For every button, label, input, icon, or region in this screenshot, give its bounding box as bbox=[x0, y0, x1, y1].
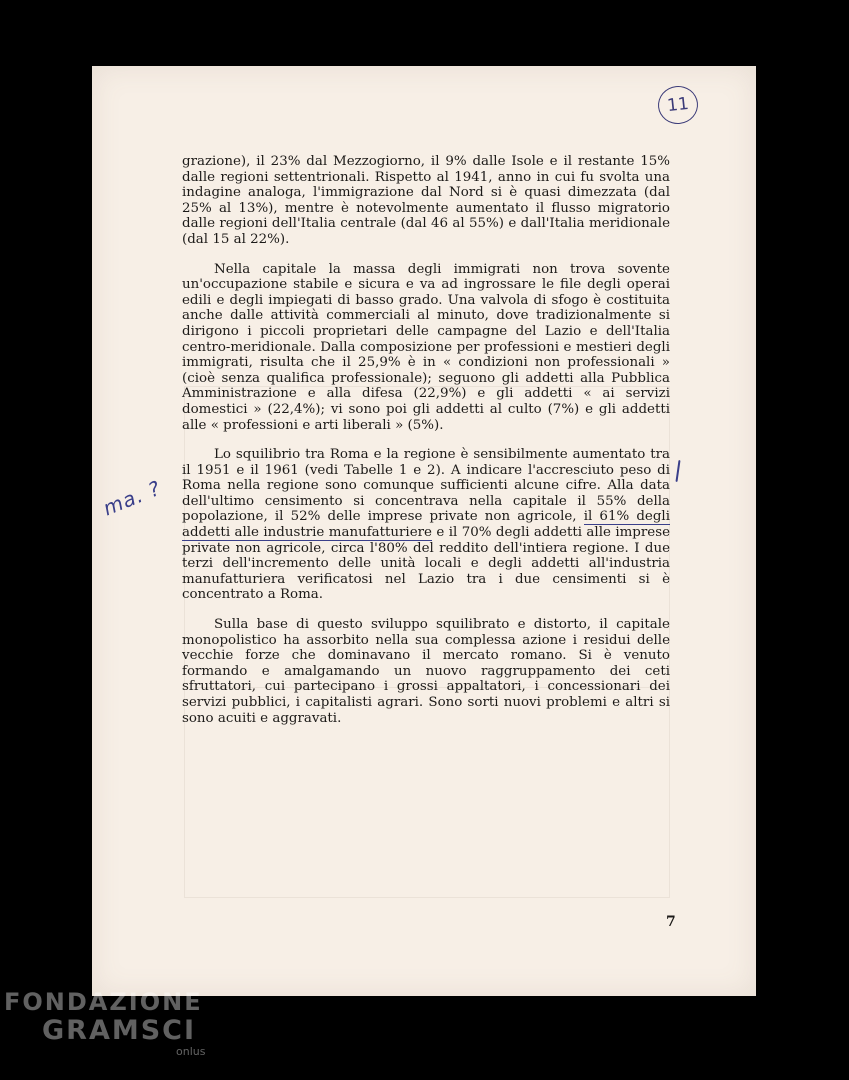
page-number: 7 bbox=[666, 914, 676, 930]
paragraph-4: Sulla base di questo sviluppo squilibrato e distorto, il capitale monopolistico ha assorbito nella sua complessa azione i residui delle vecchie forze che dominavano il mercato romano. Si è venuto formando e amalgamando un nuovo raggruppamento dei ceti sfruttatori, cui partecipano i grossi appaltatori, i concessionari dei servizi pubblici, i capitalisti agrari. Sono sorti nuovi problemi e altri si sono acuiti e aggravati. bbox=[182, 617, 670, 726]
paragraph-3-end: e il 70% degli addetti alle imprese private non agricole, circa l'80% del reddito dell'intiera regione. I due terzi dell'incremento delle unità locali e degli addetti all'industria manufatturiera verificatosi nel Lazio tra i due censimenti si è concentrato a Roma. bbox=[182, 525, 670, 603]
handwritten-margin-note: ma. ? bbox=[99, 475, 165, 521]
paragraph-3-start: Lo squilibrio tra Roma e la regione è sensibilmente aumentato tra il 1951 e il 1961 (vedi Tabelle 1 e 2). A indicare l'accresciuto peso di Roma nella regione sono comunque sufficienti alcune cifre. Alla data dell'ultimo censimento si concentrava nella capitale il 55% della popolazione, il 52% delle imprese private non agricole, bbox=[182, 447, 670, 525]
watermark-line-2: GRAMSCI bbox=[42, 1015, 197, 1046]
document-page bbox=[92, 66, 756, 996]
watermark-line-3: onlus bbox=[176, 1045, 206, 1058]
paragraph-3 bbox=[182, 447, 670, 603]
handwritten-margin-bar bbox=[675, 460, 680, 482]
paragraph-1: grazione), il 23% dal Mezzogiorno, il 9% dalle Isole e il restante 15% dalle regioni settentrionali. Rispetto al 1941, anno in cui fu svolta una indagine analoga, l'immigrazione dal Nord si è quasi dimezzata (dal 25% al 13%), mentre è notevolmente aumentato il flusso migratorio dalle regioni dell'Italia centrale (dal 46 al 55%) e dall'Italia meridionale (dal 15 al 22%). bbox=[182, 154, 670, 247]
watermark-logo bbox=[4, 988, 224, 1074]
handwritten-page-number: 11 bbox=[656, 84, 700, 126]
underlined-passage: il 61% degli addetti alle industrie manufatturiere bbox=[182, 509, 670, 541]
watermark-line-1: FONDAZIONE bbox=[4, 988, 203, 1016]
paragraph-2: Nella capitale la massa degli immigrati non trova sovente un'occupazione stabile e sicura e va ad ingrossare le file degli operai edili e degli impiegati di basso grado. Una valvola di sfogo è costituita anche dalle attività commerciali al minuto, dove tradizionalmente si dirigono i piccoli proprietari delle campagne del Lazio e dell'Italia centro-meridionale. Dalla composizione per professioni e mestieri degli immigrati, risulta che il 25,9% è in « condizioni non professionali » (cioè senza qualifica professionale); seguono gli addetti alla Pubblica Amministrazione e alla difesa (22,9%) e gli addetti « ai servizi domestici » (22,4%); vi sono poi gli addetti al culto (7%) e gli addetti alle « professioni e arti liberali » (5%). bbox=[182, 261, 670, 433]
body-text bbox=[182, 154, 670, 740]
